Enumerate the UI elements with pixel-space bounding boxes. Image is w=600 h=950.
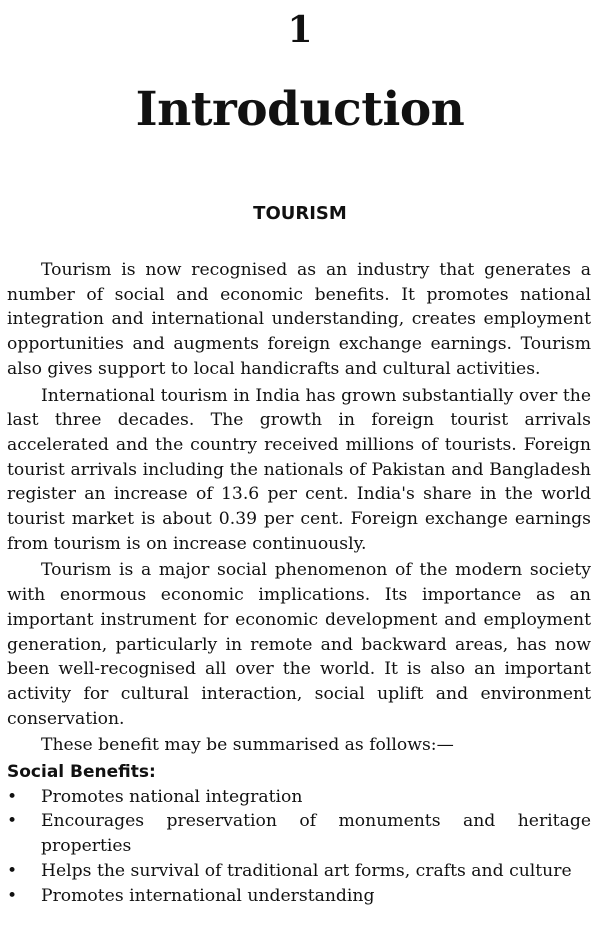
bullet-icon: •	[7, 885, 18, 906]
paragraph-2: International tourism in India has grown substantially over the last three decades. The growth in foreign tourist arrivals accelerated and the country received millions of tourists. Foreign tourist arrivals including the nationals of Pakistan and Bangladesh register an increase of 13.6 per cent. India's share in the world tourist market is about 0.39 per cent. Foreign exchange earnings from tourism is on increase continuously.	[7, 385, 591, 554]
list-item	[7, 859, 591, 884]
chapter-number: 1	[287, 9, 313, 51]
body-text	[7, 258, 591, 908]
list-item-text: Promotes international understanding	[41, 885, 375, 906]
list-item-text: Promotes national integration	[41, 786, 303, 807]
social-benefits-list	[7, 785, 591, 909]
summary-line: These benefit may be summarised as follows:—	[41, 735, 454, 756]
paragraph-3: Tourism is a major social phenomenon of the modern society with enormous economic implications. Its importance as an important instrument for economic development and employment generation, particularly in remote and backward areas, has now been well-recognised all over the world. It is also an important activity for cultural interaction, social uplift and environment conservation.	[7, 560, 591, 729]
social-benefits-heading: Social Benefits:	[7, 762, 156, 783]
bullet-icon: •	[7, 786, 18, 807]
list-item	[7, 884, 591, 909]
list-item-text: Encourages preservation of monuments and heritage properties	[41, 811, 591, 857]
paragraph-1: Tourism is now recognised as an industry that generates a number of social and economic benefits. It promotes national integration and international understanding, creates employment opportunities and augments foreign exchange earnings. Tourism also gives support to local handicrafts and cultural activities.	[7, 260, 591, 379]
section-heading: TOURISM	[253, 203, 347, 224]
bullet-icon: •	[7, 811, 18, 832]
list-item	[7, 809, 591, 858]
bullet-icon: •	[7, 860, 18, 881]
chapter-title: Introduction	[135, 82, 465, 137]
list-item	[7, 785, 591, 810]
list-item-text: Helps the survival of traditional art forms, crafts and culture	[41, 860, 572, 881]
